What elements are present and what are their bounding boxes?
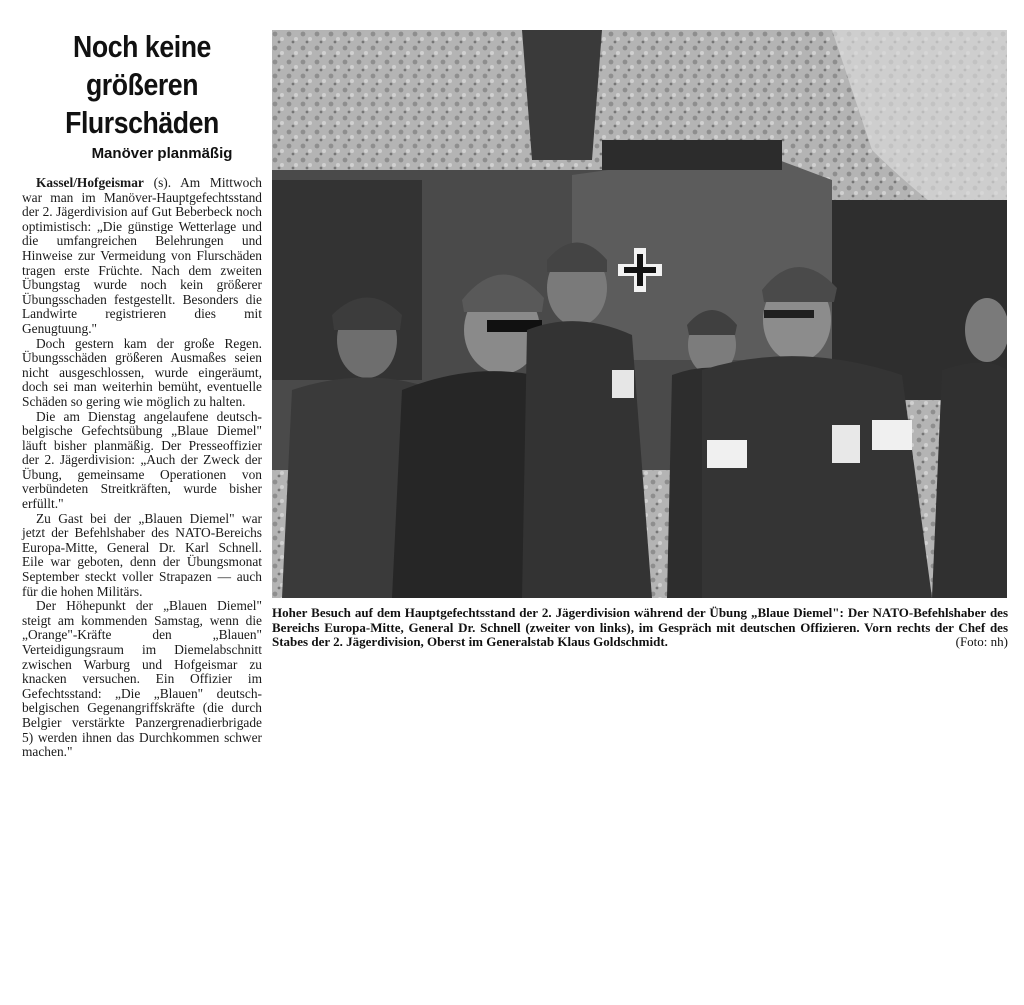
headline-line-1: Noch keine: [73, 29, 211, 64]
article-headline: [39, 28, 245, 142]
caption-text: Hoher Besuch auf dem Hauptgefechtsstand der 2. Jägerdivision während der Übung „Blaue Diemel": Der NATO-Befehlshaber des Bereichs Europa-Mitte, General Dr. Schnell (zweiter von links), im Gespräch mit deutschen Offizieren. Vorn rechts der Chef des Stabes der 2. Jägerdivision, Oberst im Generalstab Klaus Goldschmidt.: [272, 605, 1008, 649]
article-column: [22, 28, 262, 760]
photo-credit: (Foto: nh): [955, 634, 1008, 649]
news-photo: [272, 30, 1007, 598]
dateline: Kassel/Hofgeismar: [36, 175, 144, 190]
article-paragraph: [22, 176, 262, 337]
source-tag: (s).: [153, 175, 172, 190]
paragraph-text: Am Mittwoch war man im Manöver-Hauptgefechtsstand der 2. Jägerdivision auf Gut Beberbeck noch optimistisch: „Die günstige Wetterlage und die umfangreichen Belehrungen und Hinweise zur Vermeidung von Flurschäden tragen erste Früchte. Nach dem zweiten Übungstag wurde noch kein größerer Übungsschaden festgestellt. Besonders die Landwirte registrieren dies mit Genugtuung.": [22, 175, 262, 336]
headline-line-2: größeren: [85, 67, 199, 102]
headline-line-3: Flurschäden: [65, 105, 219, 140]
article-paragraph: Die am Dienstag angelaufene deutsch-belgische Gefechtsübung „Blaue Diemel" läuft bisher planmäßig. Der Presseoffizier der 2. Jägerdivision: „Auch der Zweck der Übung, gemeinsame Operationen von verbündeten Streitkräften, wurde bisher erfüllt.": [22, 408, 262, 512]
article-paragraph: Zu Gast bei der „Blauen Diemel" war jetzt der Befehlshaber des NATO-Bereichs Europa-Mitte, General Dr. Karl Schnell. Eile war geboten, denn der Übungsmonat September steckt voller Strapazen — auch für die hohen Militärs.: [22, 510, 262, 599]
article-subheadline: Manöver planmäßig: [91, 145, 233, 162]
photo-caption: [272, 606, 1008, 650]
article-paragraph: Der Höhepunkt der „Blauen Diemel" steigt am kommenden Samstag, wenn die „Orange"-Kräfte den „Blauen" Verteidigungsraum im Diemelabschnitt zwischen Warburg und Hofgeismar zu knacken versuchen. Ein Offizier im Gefechtsstand: „Die „Blauen" deutsch-belgischen Gegenangriffskräfte (die durch Belgier verstärkte Panzergrenadierbrigade 5) werden ihnen das Durchkommen schwer machen.": [22, 598, 262, 760]
article-paragraph: Doch gestern kam der große Regen. Übungsschäden größeren Ausmaßes seien nicht ausgeschlossen, wurde eingeräumt, doch sei man weiterhin bemüht, eventuelle Schäden so gering wie möglich zu halten.: [22, 335, 262, 409]
photo-illustration: [272, 30, 1007, 598]
article-body: [22, 176, 262, 760]
